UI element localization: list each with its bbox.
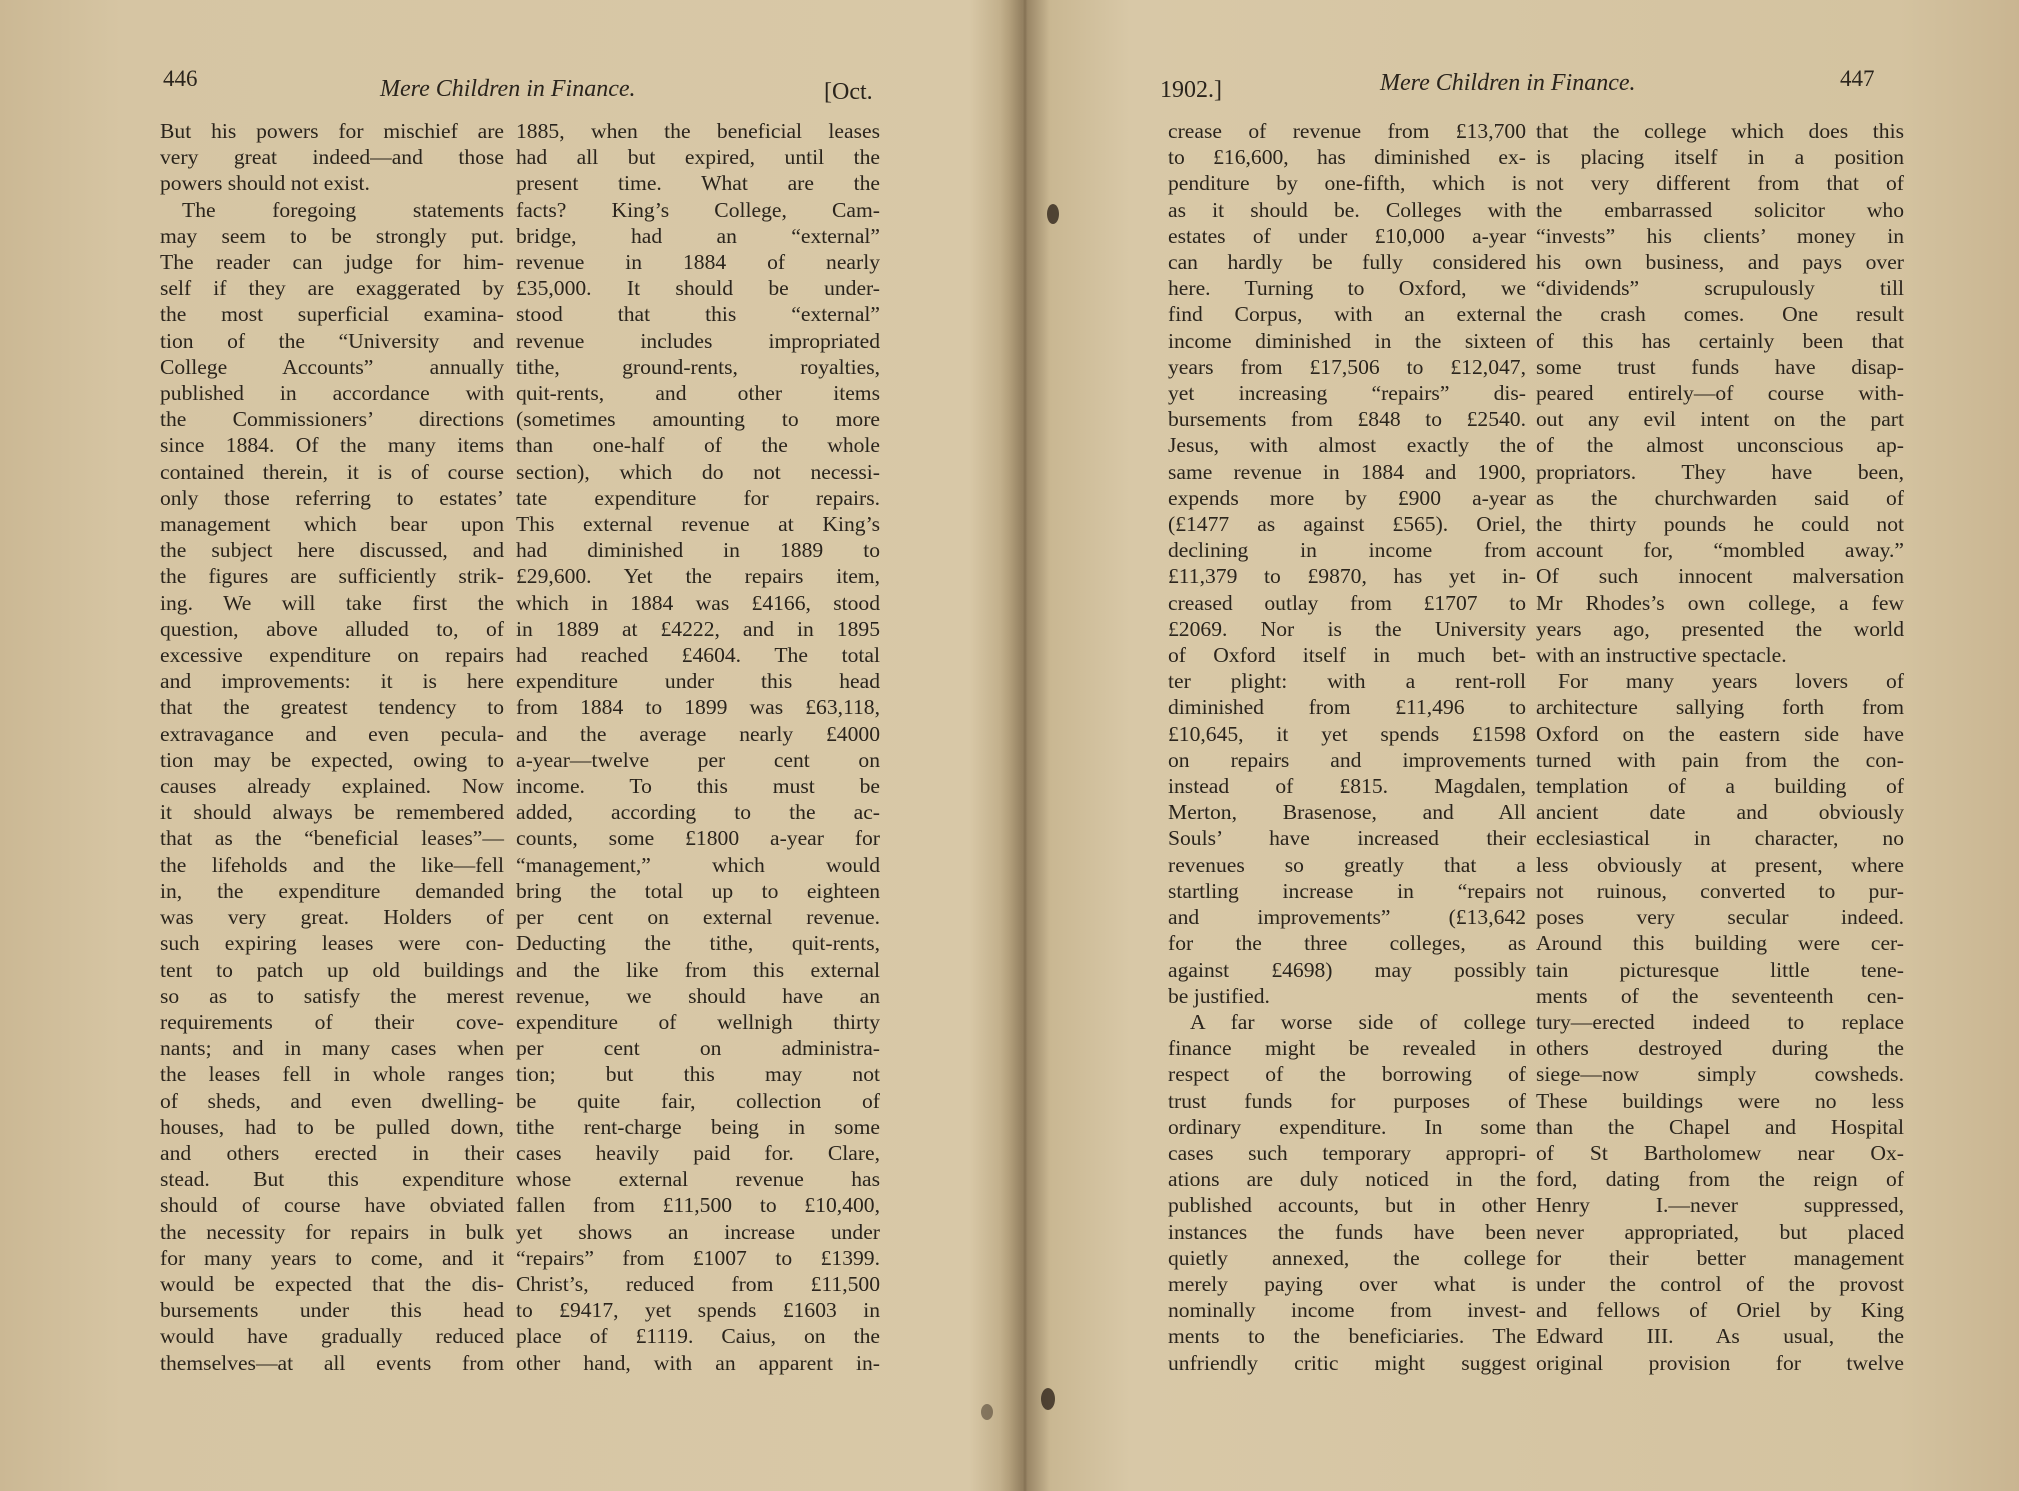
- text-line: £2069. Nor is the University: [1168, 616, 1526, 641]
- text-line: would be expected that the dis-: [160, 1271, 504, 1296]
- text-column-right-1: [1168, 118, 1526, 1376]
- text-line: A far worse side of college: [1190, 1009, 1526, 1034]
- text-line: and improvements: it is here: [160, 669, 504, 694]
- text-line: siege—now simply cowsheds.: [1536, 1062, 1904, 1087]
- text-line: excessive expenditure on repairs: [160, 643, 504, 668]
- text-line: be quite fair, collection of: [516, 1088, 880, 1113]
- text-line: added, according to the ac-: [516, 800, 880, 825]
- text-line: from 1884 to 1899 was £63,118,: [516, 695, 880, 720]
- text-line: counts, some £1800 a-year for: [516, 826, 880, 851]
- text-line: cases such temporary appropri-: [1168, 1140, 1526, 1165]
- text-line: Henry I.—never suppressed,: [1536, 1193, 1904, 1218]
- text-line: ments of the seventeenth cen-: [1536, 983, 1904, 1008]
- text-line: College Accounts” annually: [160, 354, 504, 379]
- text-line: quietly annexed, the college: [1168, 1245, 1526, 1270]
- text-line: that the greatest tendency to: [160, 695, 504, 720]
- text-column-left-2: [516, 118, 880, 1376]
- text-line: nominally income from invest-: [1168, 1298, 1526, 1323]
- text-line: section), which do not necessi-: [516, 459, 880, 484]
- text-line: instances the funds have been: [1168, 1219, 1526, 1244]
- date-mark: [Oct.: [824, 79, 873, 105]
- text-line: crease of revenue from £13,700: [1168, 119, 1526, 143]
- text-line: since 1884. Of the many items: [160, 433, 504, 458]
- text-line: of this has certainly been that: [1536, 328, 1904, 353]
- text-line: per cent on external revenue.: [516, 905, 880, 930]
- text-line: ford, dating from the reign of: [1536, 1167, 1904, 1192]
- text-line: others destroyed during the: [1536, 1036, 1904, 1061]
- text-line: Jesus, with almost exactly the: [1168, 433, 1526, 458]
- text-line: ecclesiastical in character, no: [1536, 826, 1904, 851]
- text-line: tithe rent-charge being in some: [516, 1114, 880, 1139]
- text-line: the subject here discussed, and: [160, 538, 504, 563]
- text-line: tury—erected indeed to replace: [1536, 1009, 1904, 1034]
- text-line: £35,000. It should be under-: [516, 276, 880, 301]
- text-line: per cent on administra-: [516, 1036, 880, 1061]
- text-line: and the average nearly £4000: [516, 721, 880, 746]
- text-line: startling increase in “repairs: [1168, 878, 1526, 903]
- text-line: facts? King’s College, Cam-: [516, 197, 880, 222]
- text-line: ter plight: with a rent-roll: [1168, 669, 1526, 694]
- text-line: and improvements” (£13,642: [1168, 905, 1526, 930]
- running-title: Mere Children in Finance.: [380, 76, 636, 102]
- text-line: can hardly be fully considered: [1168, 250, 1526, 275]
- text-line: “invests” his clients’ money in: [1536, 223, 1904, 248]
- text-line: yet increasing “repairs” dis-: [1168, 381, 1526, 406]
- text-line: quit-rents, and other items: [516, 381, 880, 406]
- text-line: of sheds, and even dwelling-: [160, 1088, 504, 1113]
- text-line: under the control of the provost: [1536, 1271, 1904, 1296]
- text-line: the necessity for repairs in bulk: [160, 1219, 504, 1244]
- text-line: peared entirely—of course with-: [1536, 381, 1904, 406]
- text-line: templation of a building of: [1536, 774, 1904, 799]
- text-line: propriators. They have been,: [1536, 459, 1904, 484]
- text-line: should of course have obviated: [160, 1193, 504, 1218]
- text-line: But his powers for mischief are: [160, 119, 504, 143]
- text-line: management which bear upon: [160, 512, 504, 537]
- text-line: expenditure of wellnigh thirty: [516, 1009, 880, 1034]
- text-line: as it should be. Colleges with: [1168, 197, 1526, 222]
- text-line: Deducting the tithe, quit-rents,: [516, 931, 880, 956]
- text-line: (sometimes amounting to more: [516, 407, 880, 432]
- text-line: not ruinous, converted to pur-: [1536, 878, 1904, 903]
- right-page: [1010, 0, 2019, 1491]
- text-line: revenue, we should have an: [516, 983, 880, 1008]
- text-line: which in 1884 was £4166, stood: [516, 590, 880, 615]
- text-line: This external revenue at King’s: [516, 512, 880, 537]
- text-line: to £9417, yet spends £1603 in: [516, 1298, 880, 1323]
- text-line: the figures are sufficiently strik-: [160, 564, 504, 589]
- text-line: place of £1119. Caius, on the: [516, 1324, 880, 1349]
- date-mark: 1902.]: [1160, 77, 1222, 103]
- running-title: Mere Children in Finance.: [1380, 70, 1636, 96]
- text-line: published accounts, but in other: [1168, 1193, 1526, 1218]
- text-column-right-2: [1536, 118, 1904, 1376]
- text-line: never appropriated, but placed: [1536, 1219, 1904, 1244]
- text-line: stead. But this expenditure: [160, 1167, 504, 1192]
- text-line: other hand, with an apparent in-: [516, 1350, 880, 1375]
- text-line: income. To this must be: [516, 774, 880, 799]
- text-line: very great indeed—and those: [160, 145, 504, 170]
- text-line: the leases fell in whole ranges: [160, 1062, 504, 1087]
- text-line: architecture sallying forth from: [1536, 695, 1904, 720]
- text-line: in, the expenditure demanded: [160, 878, 504, 903]
- text-line: here. Turning to Oxford, we: [1168, 276, 1526, 301]
- text-line: the thirty pounds he could not: [1536, 512, 1904, 537]
- text-line: fallen from £11,500 to £10,400,: [516, 1193, 880, 1218]
- text-line: instead of £815. Magdalen,: [1168, 774, 1526, 799]
- text-line: themselves—at all events from: [160, 1350, 504, 1375]
- text-line: on repairs and improvements: [1168, 747, 1526, 772]
- text-line: income diminished in the sixteen: [1168, 328, 1526, 353]
- text-line: estates of under £10,000 a-year: [1168, 223, 1526, 248]
- text-line: be justified.: [1168, 983, 1270, 1008]
- binding-hole: [1047, 204, 1059, 224]
- text-line: declining in income from: [1168, 538, 1526, 563]
- text-line: nants; and in many cases when: [160, 1036, 504, 1061]
- text-line: (£1477 as against £565). Oriel,: [1168, 512, 1526, 537]
- text-line: the embarrassed solicitor who: [1536, 197, 1904, 222]
- text-line: of St Bartholomew near Ox-: [1536, 1140, 1904, 1165]
- page-number: 446: [163, 66, 198, 91]
- text-line: than one-half of the whole: [516, 433, 880, 458]
- text-line: as the churchwarden said of: [1536, 485, 1904, 510]
- text-line: penditure by one-fifth, which is: [1168, 171, 1526, 196]
- text-line: ments to the beneficiaries. The: [1168, 1324, 1526, 1349]
- text-line: respect of the borrowing of: [1168, 1062, 1526, 1087]
- text-line: and others erected in their: [160, 1140, 504, 1165]
- text-line: of Oxford itself in much bet-: [1168, 643, 1526, 668]
- text-line: revenues so greatly that a: [1168, 852, 1526, 877]
- text-line: for many years to come, and it: [160, 1245, 504, 1270]
- text-line: a-year—twelve per cent on: [516, 747, 880, 772]
- text-line: tain picturesque little tene-: [1536, 957, 1904, 982]
- text-line: against £4698) may possibly: [1168, 957, 1526, 982]
- text-line: original provision for twelve: [1536, 1350, 1904, 1375]
- text-line: tithe, ground-rents, royalties,: [516, 354, 880, 379]
- text-line: “management,” which would: [516, 852, 880, 877]
- text-line: the Commissioners’ directions: [160, 407, 504, 432]
- text-line: published in accordance with: [160, 381, 504, 406]
- text-line: such expiring leases were con-: [160, 931, 504, 956]
- text-line: bursements from £848 to £2540.: [1168, 407, 1526, 432]
- text-line: contained therein, it is of course: [160, 459, 504, 484]
- text-line: expends more by £900 a-year: [1168, 485, 1526, 510]
- text-line: finance might be revealed in: [1168, 1036, 1526, 1061]
- text-line: of the almost unconscious ap-: [1536, 433, 1904, 458]
- text-line: “repairs” from £1007 to £1399.: [516, 1245, 880, 1270]
- text-line: than the Chapel and Hospital: [1536, 1114, 1904, 1139]
- text-line: £29,600. Yet the repairs item,: [516, 564, 880, 589]
- text-line: creased outlay from £1707 to: [1168, 590, 1526, 615]
- text-line: present time. What are the: [516, 171, 880, 196]
- text-line: that the college which does this: [1536, 119, 1904, 143]
- text-line: whose external revenue has: [516, 1167, 880, 1192]
- text-line: self if they are exaggerated by: [160, 276, 504, 301]
- text-line: powers should not exist.: [160, 171, 370, 196]
- text-line: with an instructive spectacle.: [1536, 643, 1787, 668]
- text-line: stood that this “external”: [516, 302, 880, 327]
- text-line: Mr Rhodes’s own college, a few: [1536, 590, 1904, 615]
- text-line: merely paying over what is: [1168, 1271, 1526, 1296]
- text-line: “dividends” scrupulously till: [1536, 276, 1904, 301]
- text-line: tent to patch up old buildings: [160, 957, 504, 982]
- text-line: it should always be remembered: [160, 800, 504, 825]
- text-line: The reader can judge for him-: [160, 250, 504, 275]
- text-line: houses, had to be pulled down,: [160, 1114, 504, 1139]
- text-line: The foregoing statements: [182, 197, 504, 222]
- text-line: only those referring to estates’: [160, 485, 504, 510]
- text-line: Merton, Brasenose, and All: [1168, 800, 1526, 825]
- text-line: some trust funds have disap-: [1536, 354, 1904, 379]
- text-line: ancient date and obviously: [1536, 800, 1904, 825]
- text-line: to £16,600, has diminished ex-: [1168, 145, 1526, 170]
- text-line: revenue includes impropriated: [516, 328, 880, 353]
- text-line: ordinary expenditure. In some: [1168, 1114, 1526, 1139]
- text-line: years from £17,506 to £12,047,: [1168, 354, 1526, 379]
- text-line: Around this building were cer-: [1536, 931, 1904, 956]
- text-line: For many years lovers of: [1558, 669, 1904, 694]
- text-line: bring the total up to eighteen: [516, 878, 880, 903]
- text-line: requirements of their cove-: [160, 1009, 504, 1034]
- text-line: bursements under this head: [160, 1298, 504, 1323]
- text-line: revenue in 1884 of nearly: [516, 250, 880, 275]
- text-line: may seem to be strongly put.: [160, 223, 504, 248]
- text-line: ing. We will take first the: [160, 590, 504, 615]
- text-line: account for, “mombled away.”: [1536, 538, 1904, 563]
- text-line: Edward III. As usual, the: [1536, 1324, 1904, 1349]
- text-line: £11,379 to £9870, has yet in-: [1168, 564, 1526, 589]
- text-line: causes already explained. Now: [160, 774, 504, 799]
- text-line: years ago, presented the world: [1536, 616, 1904, 641]
- page-number: 447: [1840, 66, 1875, 91]
- text-line: Christ’s, reduced from £11,500: [516, 1271, 880, 1296]
- text-line: for the three colleges, as: [1168, 931, 1526, 956]
- text-line: tion; but this may not: [516, 1062, 880, 1087]
- text-line: Of such innocent malversation: [1536, 564, 1904, 589]
- text-line: unfriendly critic might suggest: [1168, 1350, 1526, 1375]
- text-line: the crash comes. One result: [1536, 302, 1904, 327]
- text-line: cases heavily paid for. Clare,: [516, 1140, 880, 1165]
- text-line: less obviously at present, where: [1536, 852, 1904, 877]
- text-line: the most superficial examina-: [160, 302, 504, 327]
- text-line: find Corpus, with an external: [1168, 302, 1526, 327]
- text-line: and the like from this external: [516, 957, 880, 982]
- text-line: in 1889 at £4222, and in 1895: [516, 616, 880, 641]
- text-line: bridge, had an “external”: [516, 223, 880, 248]
- text-line: trust funds for purposes of: [1168, 1088, 1526, 1113]
- text-line: extravagance and even pecula-: [160, 721, 504, 746]
- text-line: his own business, and pays over: [1536, 250, 1904, 275]
- text-line: and fellows of Oriel by King: [1536, 1298, 1904, 1323]
- text-line: turned with pain from the con-: [1536, 747, 1904, 772]
- text-line: tion may be expected, owing to: [160, 747, 504, 772]
- text-line: the lifeholds and the like—fell: [160, 852, 504, 877]
- text-line: that as the “beneficial leases”—: [160, 826, 504, 851]
- text-line: tion of the “University and: [160, 328, 504, 353]
- text-line: same revenue in 1884 and 1900,: [1168, 459, 1526, 484]
- text-line: is placing itself in a position: [1536, 145, 1904, 170]
- binding-hole: [981, 1404, 993, 1420]
- text-line: had diminished in 1889 to: [516, 538, 880, 563]
- text-column-left-1: [160, 118, 504, 1376]
- text-line: diminished from £11,496 to: [1168, 695, 1526, 720]
- text-line: Souls’ have increased their: [1168, 826, 1526, 851]
- text-line: for their better management: [1536, 1245, 1904, 1270]
- text-line: had reached £4604. The total: [516, 643, 880, 668]
- text-line: question, above alluded to, of: [160, 616, 504, 641]
- text-line: yet shows an increase under: [516, 1219, 880, 1244]
- text-line: not very different from that of: [1536, 171, 1904, 196]
- text-line: tate expenditure for repairs.: [516, 485, 880, 510]
- text-line: £10,645, it yet spends £1598: [1168, 721, 1526, 746]
- text-line: was very great. Holders of: [160, 905, 504, 930]
- text-line: out any evil intent on the part: [1536, 407, 1904, 432]
- text-line: would have gradually reduced: [160, 1324, 504, 1349]
- text-line: ations are duly noticed in the: [1168, 1167, 1526, 1192]
- text-line: Oxford on the eastern side have: [1536, 721, 1904, 746]
- text-line: 1885, when the beneficial leases: [516, 119, 880, 143]
- text-line: expenditure under this head: [516, 669, 880, 694]
- text-line: so as to satisfy the merest: [160, 983, 504, 1008]
- binding-hole: [1041, 1388, 1055, 1410]
- text-line: poses very secular indeed.: [1536, 905, 1904, 930]
- text-line: These buildings were no less: [1536, 1088, 1904, 1113]
- text-line: had all but expired, until the: [516, 145, 880, 170]
